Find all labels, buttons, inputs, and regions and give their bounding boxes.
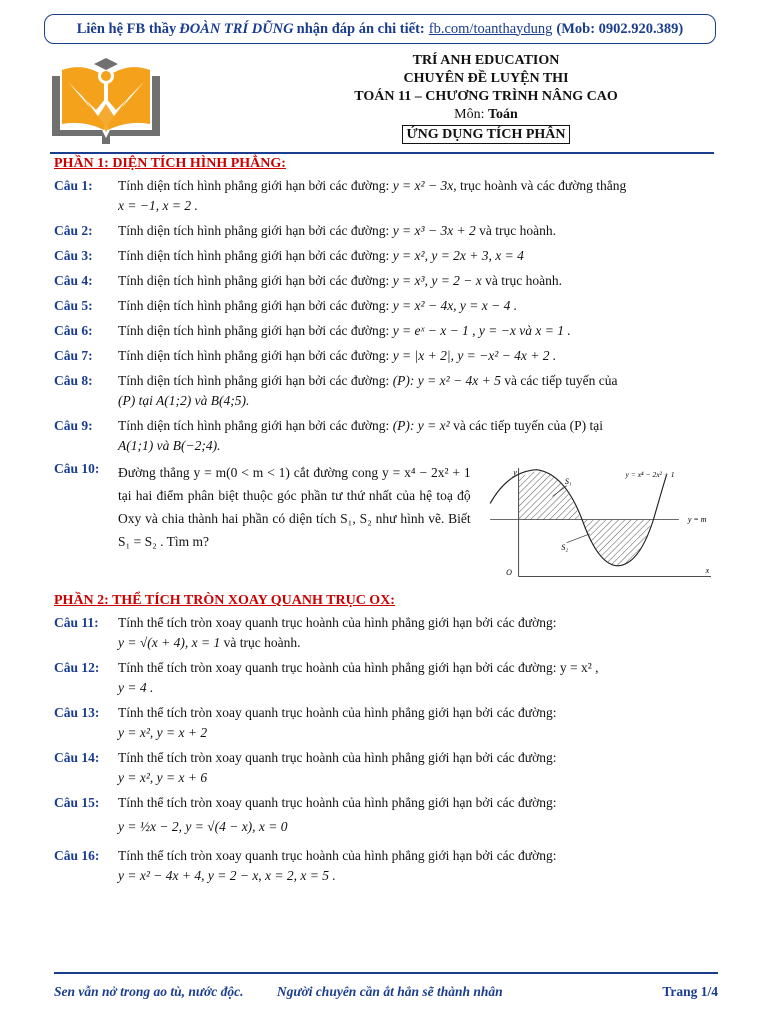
question-line2: A(1;1) và B(−2;4). — [118, 438, 221, 453]
question-text: Tính diện tích hình phẳng giới hạn bởi các đường: — [118, 418, 390, 433]
question-text: Tính diện tích hình phẳng giới hạn bởi các đường: — [118, 178, 390, 193]
s1-label: S₁ — [564, 476, 572, 486]
question-label: Câu 11: — [54, 615, 99, 630]
banner-teacher: ĐOÀN TRÍ DŨNG — [179, 20, 294, 37]
question-label: Câu 3: — [54, 248, 93, 263]
question-math: y = |x + 2|, y = −x² − 4x + 2 . — [392, 348, 557, 363]
contact-banner — [44, 14, 716, 44]
question-label: Câu 4: — [54, 273, 93, 288]
question-math: (P): y = x² − 4x + 5 — [392, 373, 501, 388]
question-line2: y = x² − 4x + 4, y = 2 − x, x = 2, x = 5 . — [118, 868, 336, 883]
topic-title: ỨNG DỤNG TÍCH PHÂN — [402, 125, 569, 144]
question-label: Câu 14: — [54, 750, 100, 765]
question-16 — [54, 846, 716, 886]
question-label: Câu 10: — [54, 461, 100, 476]
series-name: CHUYÊN ĐỀ LUYỆN THI — [403, 71, 569, 86]
question-line2: y = √(x + 4), x = 1 — [118, 635, 221, 650]
question-text: Tính thể tích tròn xoay quanh trục hoành của hình phẳng giới hạn bởi các đường: y = x² , — [118, 660, 599, 675]
question-text: Tính diện tích hình phẳng giới hạn bởi các đường: — [118, 273, 390, 288]
question-tail: và các tiếp tuyến của — [500, 373, 618, 388]
question-label: Câu 2: — [54, 223, 93, 238]
question-math: y = x² − 4x, y = x − 4 . — [392, 298, 518, 313]
question-text: Tính thể tích tròn xoay quanh trục hoành của hình phẳng giới hạn bởi các đường: — [118, 705, 557, 720]
footer-divider — [54, 972, 718, 974]
question-tail: và các tiếp tuyến của (P) tại — [449, 418, 603, 433]
question-5 — [54, 296, 716, 316]
subject-value: Toán — [488, 107, 518, 122]
question-label: Câu 7: — [54, 348, 93, 363]
question-11 — [54, 613, 716, 653]
subject-line — [300, 106, 672, 124]
question-line2: y = x², y = x + 6 — [118, 770, 208, 785]
question-tail: , trục hoành và các đường thẳng — [453, 178, 627, 193]
question-line2: y = ½x − 2, y = √(4 − x), x = 0 — [118, 819, 288, 834]
facebook-link[interactable]: fb.com/toanthaydung — [428, 20, 553, 37]
question-text: Tính thể tích tròn xoay quanh trục hoành của hình phẳng giới hạn bởi các đường: — [118, 615, 557, 630]
question-6 — [54, 321, 716, 341]
question-1 — [54, 176, 716, 216]
origin-label: O — [505, 567, 512, 577]
question-math: y = x² − 3x — [392, 178, 454, 193]
question-text: Tính diện tích hình phẳng giới hạn bởi các đường: — [118, 298, 390, 313]
part1-title: PHẦN 1: DIỆN TÍCH HÌNH PHẲNG: — [54, 156, 286, 171]
course-name: TOÁN 11 – CHƯƠNG TRÌNH NÂNG CAO — [354, 89, 618, 104]
banner-phone: (Mob: 0902.920.389) — [556, 20, 684, 37]
question-tail: và trục hoành. — [475, 223, 557, 238]
document-header — [300, 52, 672, 144]
x-axis-label: x — [705, 565, 709, 575]
question-math: y = eˣ − x − 1 , y = −x và x = 1 . — [392, 323, 571, 338]
question-text: Tính thể tích tròn xoay quanh trục hoành của hình phẳng giới hạn bởi các đường: — [118, 750, 557, 765]
banner-prefix: Liên hệ FB thầy — [76, 20, 177, 37]
question-label: Câu 1: — [54, 178, 93, 193]
question-text: Tính diện tích hình phẳng giới hạn bởi các đường: — [118, 248, 390, 263]
footer-quote-1: Sen vẫn nở trong ao tù, nước độc. — [54, 984, 244, 999]
question-line2: x = −1, x = 2 . — [118, 198, 198, 213]
question-math: y = x³, y = 2 − x — [392, 273, 482, 288]
header-divider — [50, 152, 714, 154]
question-text: Tính diện tích hình phẳng giới hạn bởi các đường: — [118, 323, 390, 338]
question-line2: y = 4 . — [118, 680, 154, 695]
question-tail: và trục hoành. — [481, 273, 563, 288]
question-text: Tính diện tích hình phẳng giới hạn bởi các đường: — [118, 223, 390, 238]
question-3 — [54, 246, 716, 266]
question-4 — [54, 271, 716, 291]
education-logo-icon — [44, 54, 168, 154]
question-10 — [54, 461, 716, 589]
question-label: Câu 9: — [54, 418, 93, 433]
question-12 — [54, 658, 716, 698]
question-math: y = x³ − 3x + 2 — [392, 223, 476, 238]
question-13 — [54, 703, 716, 743]
banner-middle: nhận đáp án chi tiết: — [296, 20, 425, 37]
question-label: Câu 8: — [54, 373, 93, 388]
subject-label: Môn: — [454, 107, 485, 122]
s2-label: S₂ — [561, 542, 568, 552]
question-label: Câu 13: — [54, 705, 100, 720]
page-number: Trang 1/4 — [662, 984, 718, 999]
question-2 — [54, 221, 716, 241]
question-label: Câu 16: — [54, 848, 100, 863]
part2-title: PHẦN 2: THỂ TÍCH TRÒN XOAY QUANH TRỤC OX: — [54, 593, 395, 608]
page-footer — [54, 984, 718, 1000]
question-math: (P): y = x² — [392, 418, 450, 433]
question-9 — [54, 416, 716, 456]
question-math: y = x², y = 2x + 3, x = 4 — [392, 248, 524, 263]
question-text: Đường thẳng y = m(0 < m < 1) cắt đường cong y = x⁴ − 2x² + 1 tại hai điểm phân biệt thuộc góc phần tư thứ nhất của hệ toạ độ Oxy và chia thành hai phần có diện tích S₁, S₂ như hình vẽ. Biết S₁ = S₂ . Tìm m? — [118, 465, 471, 549]
question-line2: (P) tại A(1;2) và B(4;5). — [118, 393, 250, 408]
line-label: y = m — [687, 515, 707, 525]
question-line2: y = x², y = x + 2 — [118, 725, 208, 740]
area-graph — [483, 459, 716, 589]
question-15 — [54, 793, 716, 841]
question-text: Tính diện tích hình phẳng giới hạn bởi các đường: — [118, 348, 390, 363]
y-axis-label: y — [512, 468, 517, 478]
question-8 — [54, 371, 716, 411]
question-text: Tính thể tích tròn xoay quanh trục hoành của hình phẳng giới hạn bởi các đường: — [118, 848, 557, 863]
question-label: Câu 5: — [54, 298, 93, 313]
question-text: Tính thể tích tròn xoay quanh trục hoành của hình phẳng giới hạn bởi các đường: — [118, 795, 557, 810]
footer-quote-2: Người chuyên cần ắt hẳn sẽ thành nhân — [276, 984, 503, 999]
org-name: TRÍ ANH EDUCATION — [412, 53, 560, 68]
question-14 — [54, 748, 716, 788]
question-label: Câu 15: — [54, 795, 100, 810]
question-label: Câu 12: — [54, 660, 100, 675]
main-content — [54, 156, 716, 891]
question-7 — [54, 346, 716, 366]
question-text: Tính diện tích hình phẳng giới hạn bởi các đường: — [118, 373, 390, 388]
question-label: Câu 6: — [54, 323, 93, 338]
question-tail: và trục hoành. — [220, 635, 301, 650]
curve-label: y = x⁴ − 2x² + 1 — [625, 469, 675, 479]
